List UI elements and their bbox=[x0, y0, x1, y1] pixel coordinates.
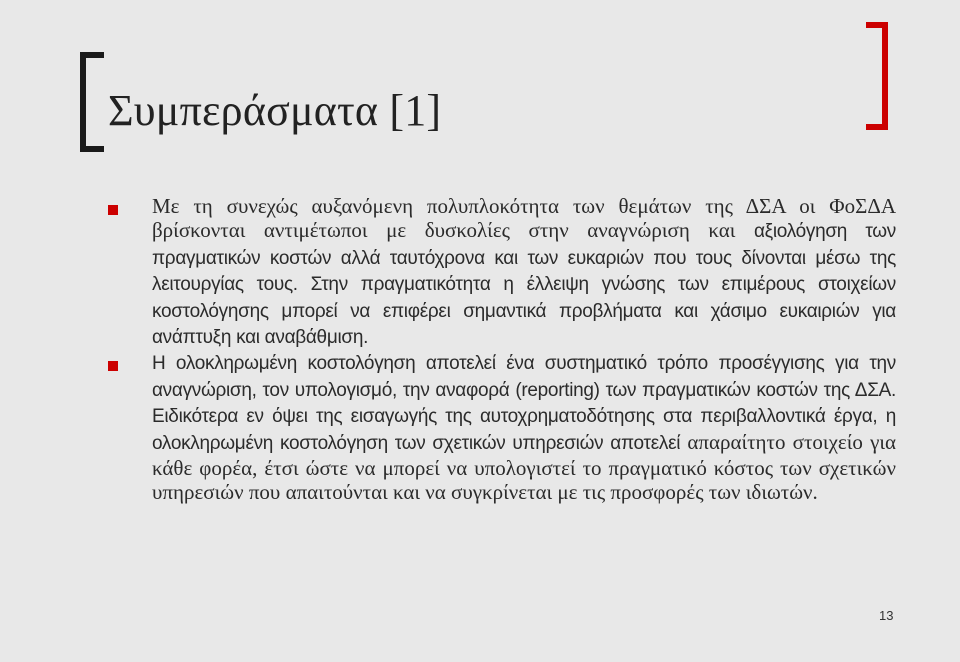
slide-title: Συμπεράσματα [1] bbox=[108, 86, 442, 135]
bullet-2-text-sans-a: Η ολοκληρωμένη κοστολόγηση αποτελεί ένα συστηματικό τρόπο προσέγγισης για την αναγνώριση, τον υπολογισμό, την αναφορά (reporting) των πραγματικών κοστών της ΔΣΑ. bbox=[152, 353, 896, 401]
square-bullet-icon bbox=[108, 205, 118, 215]
left-bracket-decoration bbox=[80, 52, 104, 152]
right-bracket-decoration bbox=[866, 22, 888, 130]
bullet-2-text-serif: απαραίτητο στοιχείο για κάθε φορέα, έτσι ώστε να μπορεί να υπολογιστεί το πραγματικό κόστος των σχετικών υπηρεσιών που απαιτούνται και να συγκρίνεται με τις προσφορές των ιδιωτών. bbox=[152, 429, 897, 505]
bullet-list bbox=[106, 194, 896, 505]
square-bullet-icon bbox=[108, 361, 118, 371]
page-number: 13 bbox=[879, 608, 894, 623]
bullet-2-text-sans-b: Ειδικότερα εν όψει της εισαγωγής της αυτοχρηματοδότησης στα περιβαλλοντικά έργα, η ολοκληρωμένη κοστολόγηση των σχετικών υπηρεσιών αποτελεί bbox=[152, 406, 896, 454]
bullet-item-2 bbox=[106, 350, 896, 504]
bullet-1-text-sans: αξιολόγηση των πραγματικών κοστών αλλά ταυτόχρονα και των ευκαριών που τους δίνονται μέσω της λειτουργίας τους. Στην πραγματικότητα η έλλειψη γνώσης των επιμέρους στοιχείων κοστολόγησης μπορεί να επιφέρει σημαντικά προβλήματα και χάσιμο ευκαιριών για ανάπτυξη και αναβάθμιση. bbox=[152, 221, 896, 349]
bullet-1-text-serif: Με τη συνεχώς αυξανόμενη πολυπλοκότητα των θεμάτων της ΔΣΑ οι ΦοΣΔΑ βρίσκονται αντιμέτωποι με δυσκολίες στην αναγνώριση και bbox=[152, 194, 896, 243]
bullet-item-1 bbox=[106, 194, 896, 350]
